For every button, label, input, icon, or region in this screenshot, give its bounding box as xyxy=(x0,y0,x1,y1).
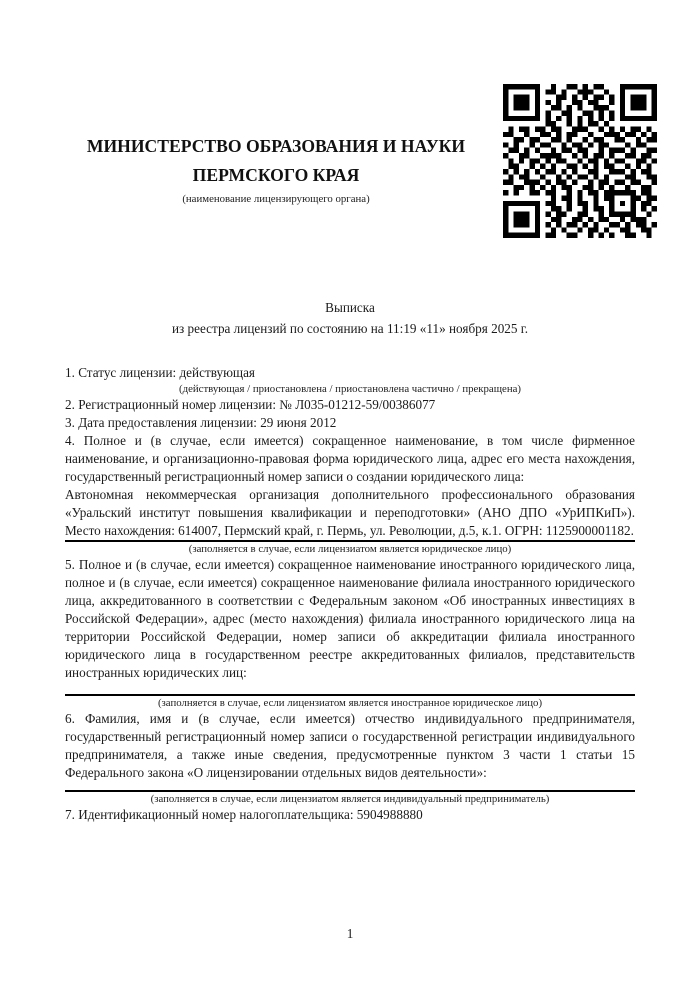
item-4-fill-in-field xyxy=(65,486,635,542)
authority-name-line1: МИНИСТЕРСТВО ОБРАЗОВАНИЯ И НАУКИ xyxy=(86,136,466,156)
item-4-label: 4. Полное и (в случае, если имеется) сокращенное наименование, в том числе фирменное наименование, и организационно-правовая форма юридического лица, адрес его места нахождения, государственный регистрационный номер записи о создании юридического лица: xyxy=(65,433,635,484)
item-4-value: Автономная некоммерческая организация дополнительного профессионального образования «Уральский институт повышения квалификации и переподготовки» (АНО ДПО «УрИПКиП»). Место нахождения: 614007, Пермский край, г. Пермь, ул. Революции, д.5, к.1. ОГРН: 1125900001182. xyxy=(65,487,635,538)
document-title: Выписка xyxy=(325,300,375,315)
item-2-registration-number: 2. Регистрационный номер лицензии: № Л035-01212-59/00386077 xyxy=(65,397,436,412)
item-6-note: (заполняется в случае, если лицензиатом является индивидуальный предприниматель) xyxy=(150,793,550,805)
item-6-label: 6. Фамилия, имя и (в случае, если имеется) отчество индивидуального предпринимателя, государственный регистрационный номер записи о государственной регистрации индивидуального предпринимателя, а также иные сведения, предусмотренные пунктом 3 части 1 статьи 15 Федерального закона «О лицензировании отдельных видов деятельности»: xyxy=(65,711,635,780)
item-5-label: 5. Полное и (в случае, если имеется) сокращенное наименование иностранного юридического лица, полное и (в случае, если имеется) сокращенное наименование филиала иностранного юридического лица, аккредитованного в соответствии с Федеральным законом «Об иностранных инвестициях в Российской Федерации», адрес (место нахождения) филиала иностранного юридического лица на территории Российской Федерации, номер записи об аккредитации филиала иностранного юридического лица в государственном реестре аккредитованных филиалов, представительств иностранных юридических лиц: xyxy=(65,557,635,680)
page-number: 1 xyxy=(346,926,354,941)
document-subtitle: из реестра лицензий по состоянию на 11:19 «11» ноября 2025 г. xyxy=(171,321,529,336)
item-5-fill-in-field xyxy=(65,682,635,696)
authority-caption: (наименование лицензирующего органа) xyxy=(182,193,370,205)
document-body xyxy=(65,364,635,824)
document-header xyxy=(58,132,494,207)
item-1-license-status: 1. Статус лицензии: действующая xyxy=(65,365,256,380)
item-5-note: (заполняется в случае, если лицензиатом является иностранное юридическое лицо) xyxy=(157,697,543,709)
item-4-note: (заполняется в случае, если лицензиатом является юридическое лицо) xyxy=(188,543,512,555)
item-3-license-date: 3. Дата предоставления лицензии: 29 июня 2012 xyxy=(65,415,337,430)
authority-name-line2: ПЕРМСКОГО КРАЯ xyxy=(192,165,360,185)
item-7-taxpayer-number: 7. Идентификационный номер налогоплательщика: 5904988880 xyxy=(65,807,423,822)
item-1-note: (действующая / приостановлена / приостановлена частично / прекращена) xyxy=(179,383,521,395)
qr-code-icon xyxy=(503,84,657,238)
item-6-fill-in-field xyxy=(65,782,635,792)
document-title-block xyxy=(65,297,635,339)
